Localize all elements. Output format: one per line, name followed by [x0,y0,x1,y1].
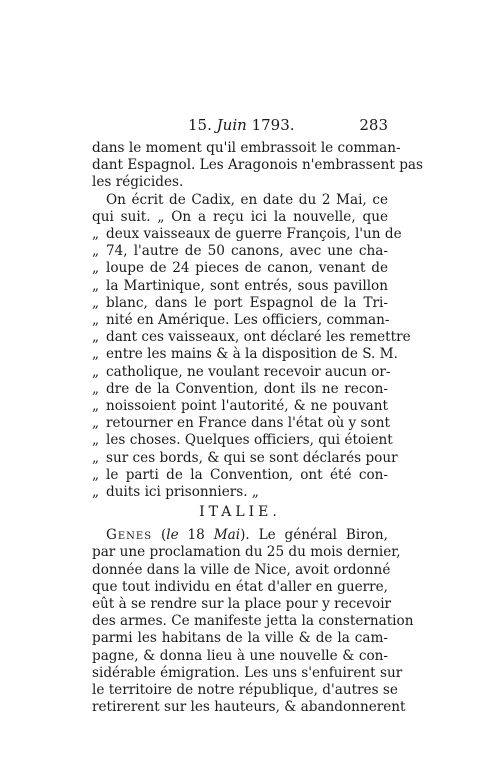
text-line: parmi les habitans de la ville & de la cam- [92,630,388,647]
quoted-line-text: dant ces vaisseaux, ont déclaré les remettre [106,329,411,346]
quoted-line-text: dre de la Convention, dont ils ne recon- [106,380,388,397]
quote-mark: „ [92,466,100,483]
quoted-line [92,449,398,467]
date-day: 18 [187,527,205,544]
quoted-line-text: les choses. Quelques officiers, qui étoient [106,432,393,449]
quoted-line-text: catholique, ne voulant recevoir aucun or- [106,363,391,380]
quoted-line [92,432,393,449]
body-text [92,140,423,717]
quoted-line-text: le parti de la Convention, ont été con- [106,466,388,483]
text-line: sidérable émigration. Les uns s'enfuirent sur [92,664,403,681]
text-line: donnée dans la ville de Nice, avoit ordonné [92,561,391,578]
text-line: dant Espagnol. Les Aragonois n'embrassent pas [92,157,423,174]
header-date-month: Juin [216,116,247,134]
quoted-line-text: duits ici prisonniers. „ [106,484,259,501]
quote-mark: „ [92,260,100,277]
quoted-line [92,295,388,312]
text-line: dans le moment qu'il embrassoit le comman- [92,140,401,156]
text-line: par une proclamation du 25 du mois dernier, [92,544,401,561]
text-line: qui suit. „ On a reçu ici la nouvelle, que [92,208,388,225]
text-line: eût à se rendre sur la place pour y recevoir [92,596,392,613]
paragraph-genes [92,527,414,716]
quoted-line-text: la Martinique, sont entrés, sous pavillon [106,277,388,294]
quoted-line [92,484,388,501]
paragraph-cadix [92,191,411,502]
quoted-line [92,312,388,329]
line-rest: Le général Biron, [258,527,388,544]
quoted-line [92,278,388,295]
quoted-line-text: deux vaisseaux de guerre François, l'un de [106,226,402,243]
quote-mark: „ [92,294,100,311]
place-name: Genes [106,527,153,544]
date-open: ( [160,527,167,544]
quoted-line [92,243,388,260]
quote-mark: „ [92,484,100,501]
quote-mark: „ [92,226,100,243]
section-heading: ITALIE. [199,504,281,521]
text-line: que tout individu en état d'aller en guerre, [92,578,388,595]
quoted-line-text: retourner en France dans l'état où y sont [106,415,390,432]
header-date-day: 15. [188,116,212,134]
header-date-year: 1793. [251,116,295,134]
quoted-line [92,329,411,346]
quote-mark: „ [92,243,100,260]
quoted-line-text: loupe de 24 pieces de canon, venant de [106,260,388,277]
quote-mark: „ [92,363,100,380]
quote-mark: „ [92,380,100,397]
quote-mark: „ [92,277,100,294]
text-line: pagne, & donna lieu à une nouvelle & con- [92,647,388,664]
quote-mark: „ [92,449,100,466]
quote-mark: „ [92,398,100,415]
quote-mark: „ [92,415,100,432]
quoted-line-text: noissoient point l'autorité, & ne pouvant [106,398,388,415]
quote-mark: „ [92,312,100,329]
text-line: retirerent sur les hauteurs, & abandonnerent [92,699,406,716]
quoted-line [92,381,388,398]
text-line: On écrit de Cadix, en date du 2 Mai, ce [106,191,388,208]
date-le: le [166,527,179,544]
text-line: les régicides. [92,174,184,191]
quoted-line [92,363,391,381]
quoted-line [92,346,398,363]
quoted-line [92,260,388,277]
quoted-line-text: nité en Amérique. Les officiers, comman- [106,312,390,329]
header-date [188,116,295,134]
running-head [92,116,388,138]
text-line: le territoire de notre république, d'autres se [92,682,398,699]
quoted-line [92,226,402,243]
text-line [92,527,388,544]
quoted-line [92,467,388,484]
quoted-line [92,415,388,432]
quoted-line-text: 74, l'autre de 50 canons, avec une cha- [106,243,388,260]
quote-mark: „ [92,329,100,346]
paragraph-continuation [92,140,423,192]
quoted-line-text: entre les mains & à la disposition de S. M. [106,346,398,363]
quote-mark: „ [92,346,100,363]
date-month: Mai [213,527,241,544]
page-number: 283 [359,116,388,134]
text-line: des armes. Ce manifeste jetta la consternation [92,613,414,630]
quote-mark: „ [92,432,100,449]
quoted-line-text: sur ces bords, & qui se sont déclarés pour [106,449,398,466]
date-close: ). [240,527,250,544]
quoted-line-text: blanc, dans le port Espagnol de la Tri- [106,294,388,311]
quoted-line [92,398,388,415]
